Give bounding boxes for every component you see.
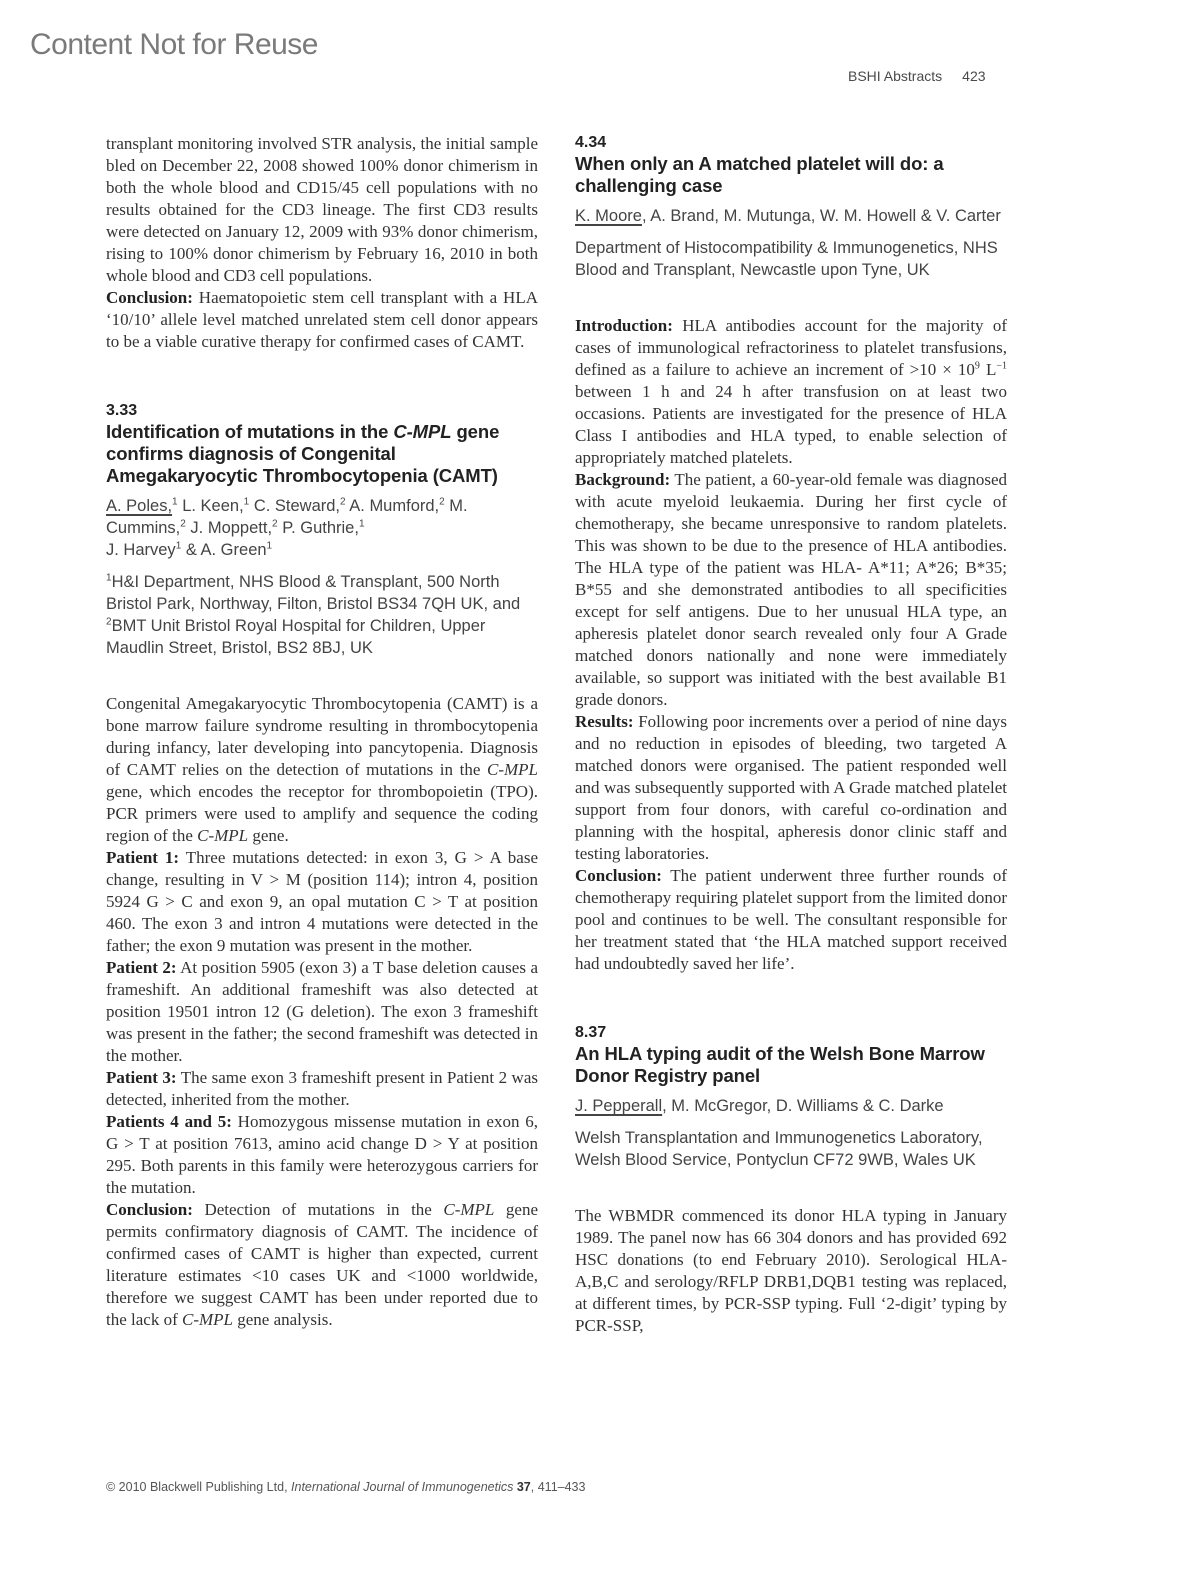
- conclusion: [575, 865, 1007, 975]
- author: J. Harvey: [106, 541, 176, 559]
- author: C. Steward,: [249, 497, 341, 515]
- affil-text: H&I Department, NHS Blood & Transplant, 500 North Bristol Park, Northway, Filton, Bristol BS34 7QH UK, and: [106, 573, 521, 613]
- affil-sup: 1: [106, 572, 112, 584]
- footer: [106, 1480, 585, 1494]
- patient-3: [106, 1067, 538, 1111]
- abstract-4-34: [575, 133, 1007, 975]
- label: Background:: [575, 470, 671, 489]
- text: gene, which encodes the receptor for thrombopoietin (TPO). PCR primers were used to amplify and sequence the coding region of the: [106, 782, 538, 845]
- introduction: [575, 315, 1007, 469]
- label: Introduction:: [575, 316, 673, 335]
- conclusion-text: Haematopoietic stem cell transplant with a HLA ‘10/10’ allele level matched unrelated stem cell donor appears to be a viable curative therapy for confirmed cases of CAMT.: [106, 288, 538, 351]
- title-part: gene confirms diagnosis of Congenital Amegakaryocytic Thrombocytopenia (CAMT): [106, 421, 500, 486]
- abstract-number: 8.37: [575, 1024, 607, 1041]
- affiliation: Welsh Transplantation and Immunogenetics Laboratory, Welsh Blood Service, Pontyclun CF72 9WB, Wales UK: [575, 1129, 983, 1169]
- gene-name: C-MPL: [443, 1200, 495, 1219]
- author-sup: 2: [340, 496, 346, 508]
- section-name: BSHI Abstracts: [848, 68, 943, 84]
- watermark: Content Not for Reuse: [30, 28, 318, 61]
- title-part: Identification of mutations in the: [106, 421, 394, 442]
- text: The patient, a 60-year-old female was diagnosed with acute myeloid leukaemia. During her first cycle of chemotherapy, she became unresponsive to random platelets. This was shown to be due to the presence of HLA antibodies. The HLA type of the patient was HLA- A*11; A*26; B*35; B*55 and she demonstrated antibodies to all specificities except for self antigens. Due to her unusual HLA type, an apheresis platelet donor search revealed only four A Grade matched donors nationally and none were immediately available, so support was initiated with the best available B1 grade donors.: [575, 470, 1007, 709]
- author-sup: 1: [358, 518, 365, 530]
- author: P. Guthrie,: [277, 519, 359, 537]
- running-head: [848, 68, 986, 84]
- author-list: [106, 495, 538, 561]
- abstract-conclusion: [106, 1199, 538, 1331]
- gene-name: C-MPL: [182, 1310, 233, 1329]
- author-sup: 2: [180, 518, 186, 530]
- exponent: 9: [974, 360, 980, 372]
- text: HLA antibodies account for the majority of cases of immunological refractoriness to platelet transfusions, defined as a failure to achieve an increment of >10 × 10: [575, 316, 1007, 379]
- title-gene: C-MPL: [393, 421, 452, 442]
- continuation-paragraph: transplant monitoring involved STR analysis, the initial sample bled on December 22, 2008 showed 100% donor chimerism in both the whole blood and CD15/45 cell populations with no results obtained for the CD3 lineage. The first CD3 results were detected on January 12, 2009 with 93% donor chimerism, rising to 100% donor chimerism by February 16, 2010 in both whole blood and CD3 cell populations.: [106, 134, 538, 285]
- left-column: [106, 133, 538, 1331]
- conclusion-label: Conclusion:: [106, 288, 193, 307]
- affiliation: Department of Histocompatibility & Immunogenetics, NHS Blood and Transplant, Newcastle upon Tyne, UK: [575, 239, 998, 279]
- author: & A. Green: [181, 541, 267, 559]
- abstract-title: An HLA typing audit of the Welsh Bone Marrow Donor Registry panel: [575, 1043, 985, 1086]
- author-sup: 1: [172, 496, 178, 508]
- author-list: [575, 1095, 1007, 1117]
- continuation-conclusion: [106, 287, 538, 353]
- author-presenter: J. Pepperall: [575, 1097, 663, 1115]
- background: [575, 469, 1007, 711]
- abstract-body: The WBMDR commenced its donor HLA typing in January 1989. The panel now has 66 304 donors and has provided 692 HSC donations (to end February 2010). Serological HLA-A,B,C and serology/RFLP DRB1,DQB1 testing was replaced, at different times, by PCR-SSP typing. Full ‘2-digit’ typing by PCR-SSP,: [575, 1206, 1007, 1335]
- patients-4-5: [106, 1111, 538, 1199]
- label: Conclusion:: [106, 1200, 193, 1219]
- results: [575, 711, 1007, 865]
- author: L. Keen,: [177, 497, 244, 515]
- gene-name: C-MPL: [487, 760, 538, 779]
- author-presenter: K. Moore: [575, 207, 642, 225]
- text: Homozygous missense mutation in exon 6, G > T at position 7613, amino acid change D > Y at position 295. Both parents in this family were heterozygous carriers for the mutation.: [106, 1112, 538, 1197]
- author: A. Mumford,: [345, 497, 440, 515]
- copyright: © 2010 Blackwell Publishing Ltd,: [106, 1480, 292, 1494]
- author-presenter: A. Poles,: [106, 497, 173, 515]
- author: J. Moppett,: [185, 519, 273, 537]
- author: M. Cummins,: [106, 497, 468, 537]
- abstract-number: 3.33: [106, 402, 138, 419]
- text: Congenital Amegakaryocytic Thrombocytopenia (CAMT) is a bone marrow failure syndrome resulting in thrombocytopenia during infancy, later developing into pancytopenia. Diagnosis of CAMT relies on the detection of mutations in the: [106, 694, 538, 779]
- author-sup: 1: [266, 540, 273, 552]
- abstract-title: When only an A matched platelet will do: a challenging case: [575, 153, 944, 196]
- exponent: −1: [996, 360, 1007, 372]
- patient-1: [106, 847, 538, 957]
- authors-rest: , M. McGregor, D. Williams & C. Darke: [662, 1097, 944, 1115]
- text: gene permits confirmatory diagnosis of CAMT. The incidence of confirmed cases of CAMT is higher than expected, current literature estimates <10 cases UK and <1000 worldwide, therefore we suggest CAMT has been under reported due to the lack of: [106, 1200, 538, 1329]
- right-column: [575, 133, 1007, 1337]
- page-number: 423: [962, 68, 986, 84]
- affil-text: BMT Unit Bristol Royal Hospital for Children, Upper Maudlin Street, Bristol, BS2 8BJ, UK: [106, 617, 486, 657]
- label: Conclusion:: [575, 866, 662, 885]
- abstract-8-37: [575, 1023, 1007, 1337]
- author-list: [575, 205, 1007, 227]
- label: Patients 4 and 5:: [106, 1112, 232, 1131]
- label: Results:: [575, 712, 634, 731]
- volume: 37: [516, 1480, 531, 1494]
- page-range: , 411–433: [530, 1480, 586, 1494]
- text: The patient underwent three further rounds of chemotherapy requiring platelet support from the limited donor pool and continues to be well. The consultant responsible for her treatment stated that ‘the HLA matched support received had undoubtedly saved her life’.: [575, 866, 1007, 973]
- text: The same exon 3 frameshift present in Patient 2 was detected, inherited from the mother.: [106, 1068, 538, 1109]
- text: gene analysis.: [233, 1310, 333, 1329]
- affiliation: [106, 571, 538, 659]
- author-sup: 1: [175, 540, 182, 552]
- author-sup: 2: [272, 518, 278, 530]
- text: L: [979, 360, 997, 379]
- abstract-intro: [106, 693, 538, 847]
- abstract-3-33: [106, 401, 538, 1331]
- author-sup: 2: [439, 496, 445, 508]
- abstract-number: 4.34: [575, 134, 607, 151]
- patient-2: [106, 957, 538, 1067]
- label: Patient 3:: [106, 1068, 177, 1087]
- abstract-title: [106, 421, 538, 487]
- authors-rest: , A. Brand, M. Mutunga, W. M. Howell & V. Carter: [641, 207, 1001, 225]
- journal-name: International Journal of Immunogenetics: [291, 1480, 514, 1494]
- affil-sup: 2: [106, 616, 112, 628]
- text: At position 5905 (exon 3) a T base deletion causes a frameshift. An additional frameshift was also detected at position 19501 intron 12 (G deletion). The exon 3 frameshift was present in the father; the second frameshift was detected in the mother.: [106, 958, 538, 1065]
- text: Three mutations detected: in exon 3, G > A base change, resulting in V > M (position 114); intron 4, position 5924 G > C and exon 9, an opal mutation C > T at position 460. The exon 3 and intron 4 mutations were detected in the father; the exon 9 mutation was present in the mother.: [106, 848, 538, 955]
- author-sup: 1: [243, 496, 250, 508]
- text: gene.: [248, 826, 289, 845]
- text: Detection of mutations in the: [192, 1200, 444, 1219]
- text: Following poor increments over a period of nine days and no reduction in episodes of bleeding, two targeted A matched donors were organised. The patient responded well and was subsequently supported with A Grade matched platelet support from four donors, with careful co-ordination and planning with the hospital, apheresis donor clinic staff and testing laboratories.: [575, 712, 1007, 863]
- text: between 1 h and 24 h after transfusion on at least two occasions. Patients are investigated for the presence of HLA Class I antibodies and HLA typed, to enable selection of appropriately matched platelets.: [575, 382, 1007, 467]
- gene-name: C-MPL: [197, 826, 249, 845]
- label: Patient 1:: [106, 848, 180, 867]
- label: Patient 2:: [106, 958, 177, 977]
